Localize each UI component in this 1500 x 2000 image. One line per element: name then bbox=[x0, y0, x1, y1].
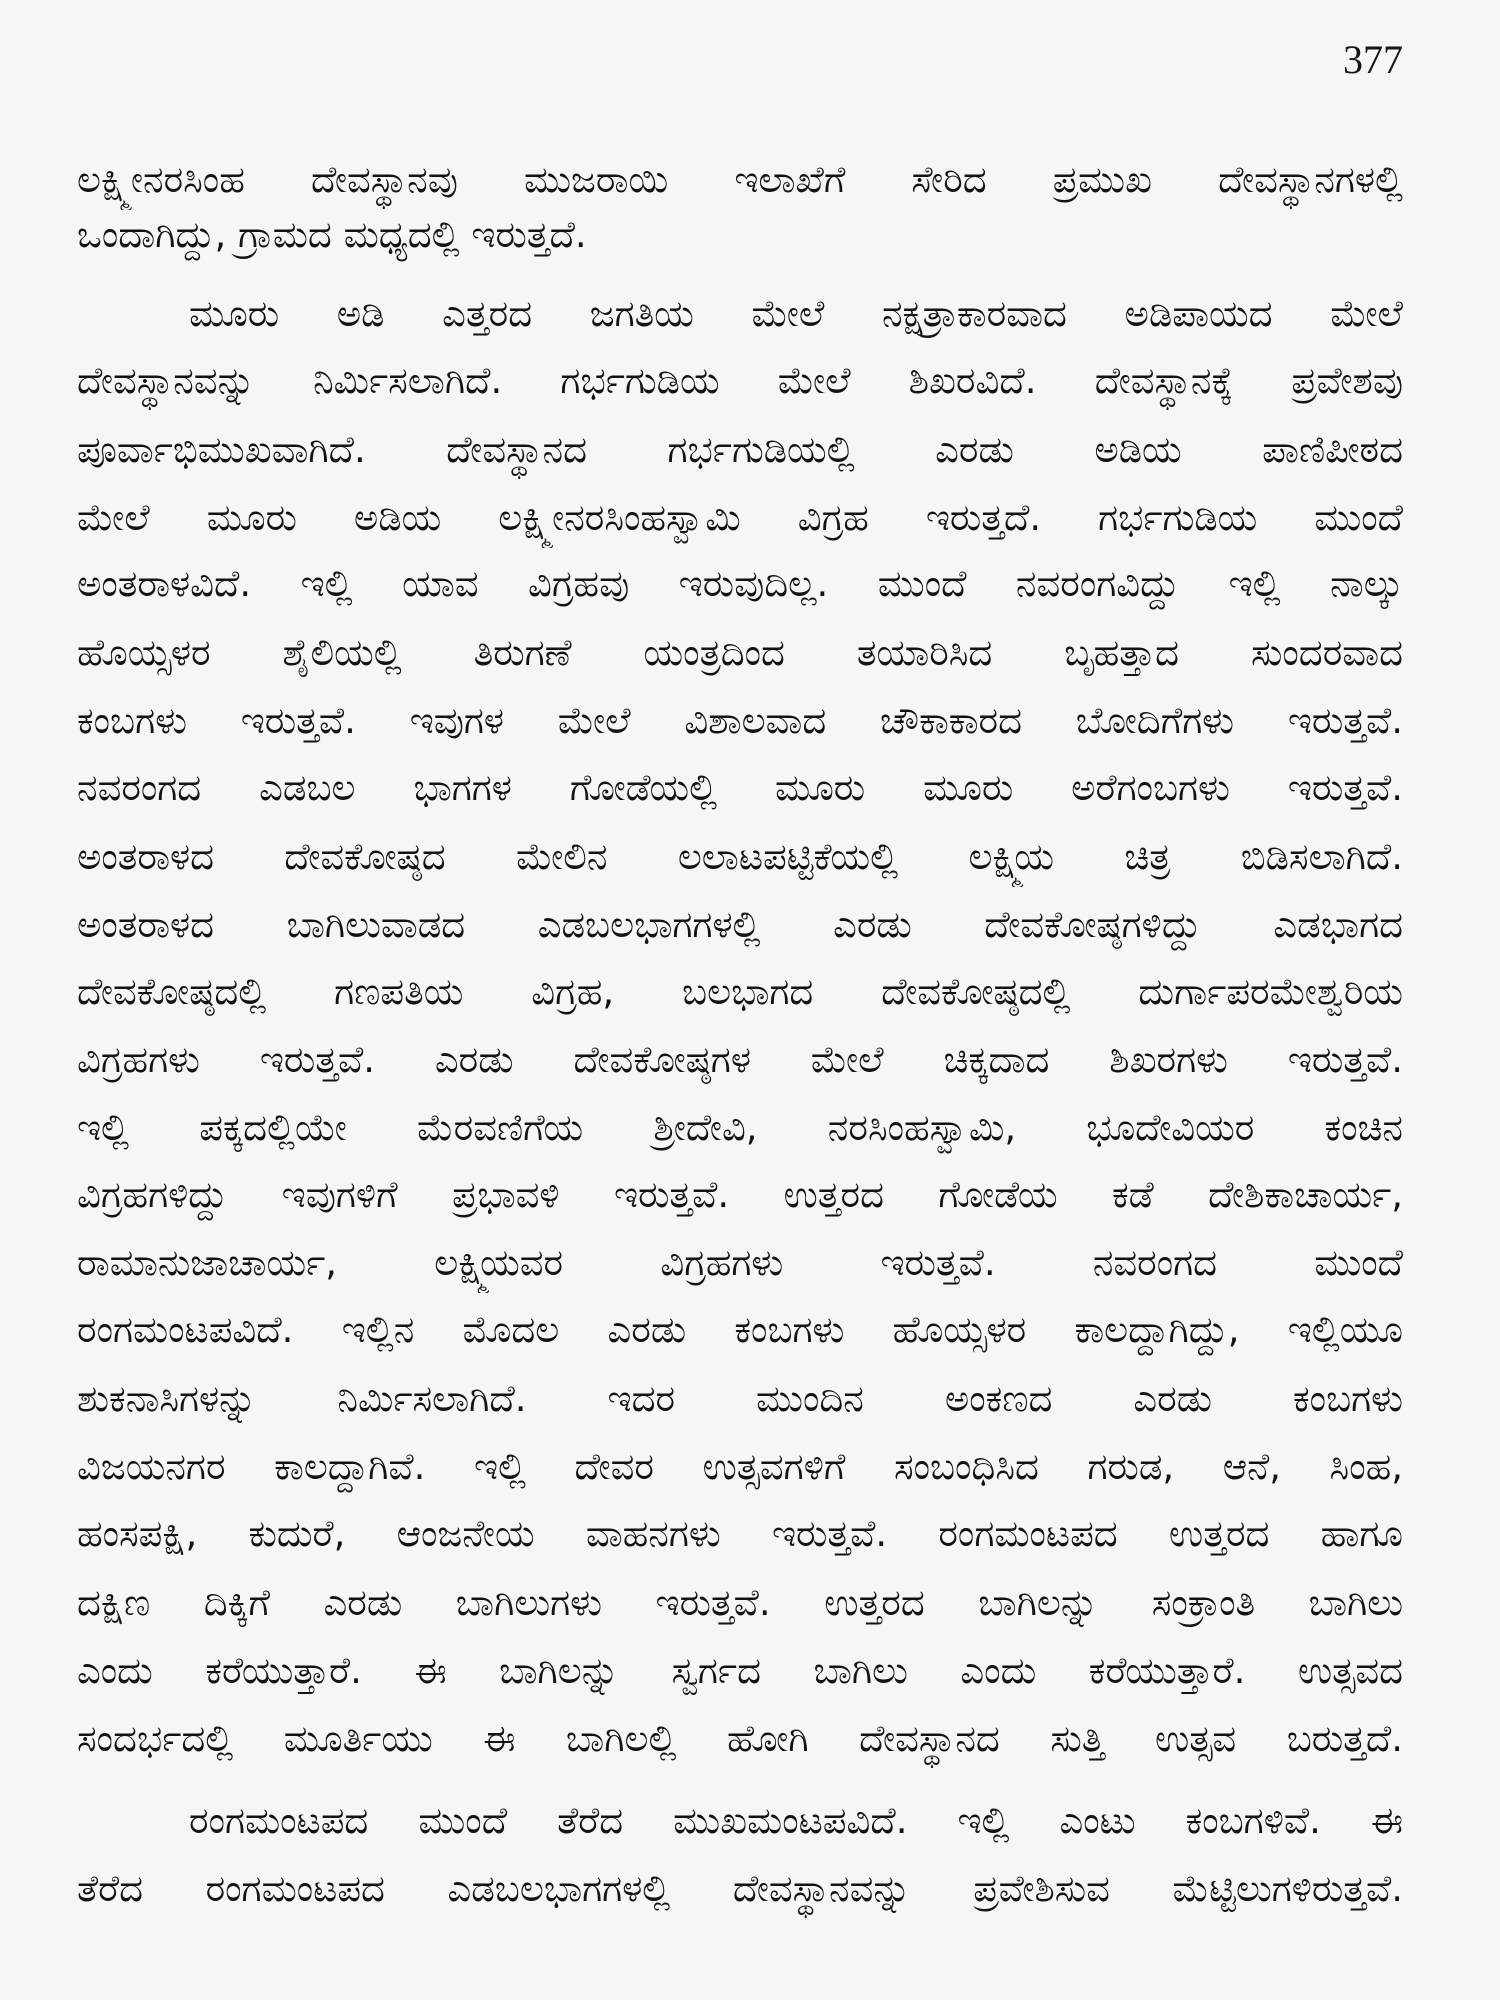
text-line: ರಂಗಮಂಟಪವಿದೆ. ಇಲ್ಲಿನ ಮೊದಲ ಎರಡು ಕಂಬಗಳು ಹೊಯ್ಸಳರ ಕಾಲದ್ದಾಗಿದ್ದು, ಇಲ್ಲಿಯೂ bbox=[77, 1308, 1403, 1351]
text-line: ಲಕ್ಷ್ಮೀನರಸಿಂಹ ದೇವಸ್ಥಾನವು ಮುಜರಾಯಿ ಇಲಾಖೆಗೆ ಸೇರಿದ ಪ್ರಮುಖ ದೇವಸ್ಥಾನಗಳಲ್ಲಿ bbox=[77, 158, 1403, 201]
text-line: ತೆರೆದ ರಂಗಮಂಟಪದ ಎಡಬಲಭಾಗಗಳಲ್ಲಿ ದೇವಸ್ಥಾನವನ್ನು ಪ್ರವೇಶಿಸುವ ಮೆಟ್ಟಿಲುಗಳಿರುತ್ತವೆ. bbox=[77, 1867, 1403, 1910]
text-line: ನವರಂಗದ ಎಡಬಲ ಭಾಗಗಳ ಗೋಡೆಯಲ್ಲಿ ಮೂರು ಮೂರು ಅರೆಗಂಬಗಳು ಇರುತ್ತವೆ. bbox=[77, 766, 1403, 809]
text-line: ಎಂದು ಕರೆಯುತ್ತಾರೆ. ಈ ಬಾಗಿಲನ್ನು ಸ್ವರ್ಗದ ಬಾಗಿಲು ಎಂದು ಕರೆಯುತ್ತಾರೆ. ಉತ್ಸವದ bbox=[77, 1649, 1403, 1692]
text-line: ಕಂಬಗಳು ಇರುತ್ತವೆ. ಇವುಗಳ ಮೇಲೆ ವಿಶಾಲವಾದ ಚೌಕಾಕಾರದ ಬೋದಿಗೆಗಳು ಇರುತ್ತವೆ. bbox=[77, 699, 1403, 742]
text-line: ಪೂರ್ವಾಭಿಮುಖವಾಗಿದೆ. ದೇವಸ್ಥಾನದ ಗರ್ಭಗುಡಿಯಲ್ಲಿ ಎರಡು ಅಡಿಯ ಪಾಣಿಪೀಠದ bbox=[77, 428, 1403, 471]
text-line: ಮೇಲೆ ಮೂರು ಅಡಿಯ ಲಕ್ಷ್ಮೀನರಸಿಂಹಸ್ವಾಮಿ ವಿಗ್ರಹ ಇರುತ್ತದೆ. ಗರ್ಭಗುಡಿಯ ಮುಂದೆ bbox=[77, 496, 1403, 539]
text-line: ಸಂದರ್ಭದಲ್ಲಿ ಮೂರ್ತಿಯು ಈ ಬಾಗಿಲಲ್ಲಿ ಹೋಗಿ ದೇವಸ್ಥಾನದ ಸುತ್ತಿ ಉತ್ಸವ ಬರುತ್ತದೆ. bbox=[77, 1717, 1403, 1760]
text-line: ಅಂತರಾಳವಿದೆ. ಇಲ್ಲಿ ಯಾವ ವಿಗ್ರಹವು ಇರುವುದಿಲ್ಲ. ಮುಂದೆ ನವರಂಗವಿದ್ದು ಇಲ್ಲಿ ನಾಲ್ಕು bbox=[77, 562, 1403, 605]
text-line: ವಿಗ್ರಹಗಳಿದ್ದು ಇವುಗಳಿಗೆ ಪ್ರಭಾವಳಿ ಇರುತ್ತವೆ. ಉತ್ತರದ ಗೋಡೆಯ ಕಡೆ ದೇಶಿಕಾಚಾರ್ಯ, bbox=[77, 1173, 1403, 1216]
text-line: ಅಂತರಾಳದ ಬಾಗಿಲುವಾಡದ ಎಡಬಲಭಾಗಗಳಲ್ಲಿ ಎರಡು ದೇವಕೋಷ್ಠಗಳಿದ್ದು ಎಡಭಾಗದ bbox=[77, 903, 1403, 946]
text-line: ವಿಗ್ರಹಗಳು ಇರುತ್ತವೆ. ಎರಡು ದೇವಕೋಷ್ಠಗಳ ಮೇಲೆ ಚಿಕ್ಕದಾದ ಶಿಖರಗಳು ಇರುತ್ತವೆ. bbox=[77, 1038, 1403, 1081]
text-line: ವಿಜಯನಗರ ಕಾಲದ್ದಾಗಿವೆ. ಇಲ್ಲಿ ದೇವರ ಉತ್ಸವಗಳಿಗೆ ಸಂಬಂಧಿಸಿದ ಗರುಡ, ಆನೆ, ಸಿಂಹ, bbox=[77, 1445, 1403, 1488]
text-line: ಅಂತರಾಳದ ದೇವಕೋಷ್ಠದ ಮೇಲಿನ ಲಲಾಟಪಟ್ಟಿಕೆಯಲ್ಲಿ ಲಕ್ಷ್ಮಿಯ ಚಿತ್ರ ಬಿಡಿಸಲಾಗಿದೆ. bbox=[77, 835, 1403, 878]
text-line: ಹೊಯ್ಸಳರ ಶೈಲಿಯಲ್ಲಿ ತಿರುಗಣೆ ಯಂತ್ರದಿಂದ ತಯಾರಿಸಿದ ಬೃಹತ್ತಾದ ಸುಂದರವಾದ bbox=[77, 631, 1403, 674]
text-line: ಶುಕನಾಸಿಗಳನ್ನು ನಿರ್ಮಿಸಲಾಗಿದೆ. ಇದರ ಮುಂದಿನ ಅಂಕಣದ ಎರಡು ಕಂಬಗಳು bbox=[77, 1377, 1403, 1420]
text-line: ದಕ್ಷಿಣ ದಿಕ್ಕಿಗೆ ಎರಡು ಬಾಗಿಲುಗಳು ಇರುತ್ತವೆ. ಉತ್ತರದ ಬಾಗಿಲನ್ನು ಸಂಕ್ರಾಂತಿ ಬಾಗಿಲು bbox=[77, 1581, 1403, 1624]
text-line: ಇಲ್ಲಿ ಪಕ್ಕದಲ್ಲಿಯೇ ಮೆರವಣಿಗೆಯ ಶ್ರೀದೇವಿ, ನರಸಿಂಹಸ್ವಾಮಿ, ಭೂದೇವಿಯರ ಕಂಚಿನ bbox=[77, 1106, 1403, 1149]
text-line: ಹಂಸಪಕ್ಷಿ, ಕುದುರೆ, ಆಂಜನೇಯ ವಾಹನಗಳು ಇರುತ್ತವೆ. ರಂಗಮಂಟಪದ ಉತ್ತರದ ಹಾಗೂ bbox=[77, 1512, 1403, 1555]
page-number: 377 bbox=[1343, 37, 1403, 82]
text-line: ಒಂದಾಗಿದ್ದು, ಗ್ರಾಮದ ಮಧ್ಯದಲ್ಲಿ ಇರುತ್ತದೆ. bbox=[77, 213, 587, 256]
text-line: ದೇವಕೋಷ್ಠದಲ್ಲಿ ಗಣಪತಿಯ ವಿಗ್ರಹ, ಬಲಭಾಗದ ದೇವಕೋಷ್ಠದಲ್ಲಿ ದುರ್ಗಾಪರಮೇಶ್ವರಿಯ bbox=[77, 970, 1403, 1013]
text-line: ಮೂರು ಅಡಿ ಎತ್ತರದ ಜಗತಿಯ ಮೇಲೆ ನಕ್ಷತ್ರಾಕಾರವಾದ ಅಡಿಪಾಯದ ಮೇಲೆ bbox=[189, 292, 1403, 335]
text-line: ರಾಮಾನುಜಾಚಾರ್ಯ, ಲಕ್ಷ್ಮಿಯವರ ವಿಗ್ರಹಗಳು ಇರುತ್ತವೆ. ನವರಂಗದ ಮುಂದೆ bbox=[77, 1241, 1403, 1284]
text-line: ರಂಗಮಂಟಪದ ಮುಂದೆ ತೆರೆದ ಮುಖಮಂಟಪವಿದೆ. ಇಲ್ಲಿ ಎಂಟು ಕಂಬಗಳಿವೆ. ಈ bbox=[189, 1799, 1403, 1842]
text-line: ದೇವಸ್ಥಾನವನ್ನು ನಿರ್ಮಿಸಲಾಗಿದೆ. ಗರ್ಭಗುಡಿಯ ಮೇಲೆ ಶಿಖರವಿದೆ. ದೇವಸ್ಥಾನಕ್ಕೆ ಪ್ರವೇಶವು bbox=[77, 359, 1403, 402]
